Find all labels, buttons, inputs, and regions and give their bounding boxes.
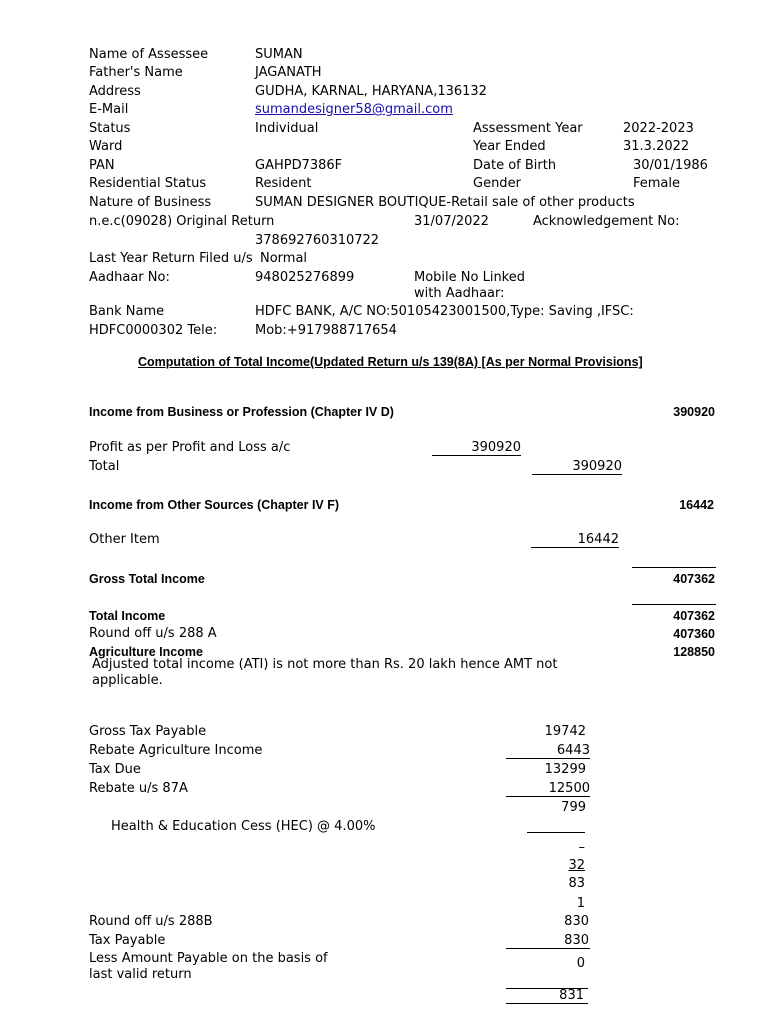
nature-of-business-value: SUMAN DESIGNER BOUTIQUE-Retail sale of other products [255,195,635,210]
subtotal-1: 1 [576,896,585,911]
name-value: SUMAN [255,47,303,62]
email-label: E-Mail [89,102,129,117]
nec-original-return: n.e.c(09028) Original Return [89,214,275,229]
bank-value: HDFC BANK, A/C NO:50105423001500,Type: Saving ,IFSC: [255,304,634,319]
tax-payable-value: 830 [564,933,589,948]
total-label: Total [89,459,120,474]
year-ended-label: Year Ended [473,139,546,154]
tax-due-label: Tax Due [89,762,141,777]
tax-payable-label: Tax Payable [89,933,166,948]
hec-line [527,832,585,833]
gross-tax-value: 19742 [544,724,586,739]
hec-label: Health & Education Cess (HEC) @ 4.00% [111,819,376,834]
amt-note-line2: applicable. [92,673,163,688]
return-date: 31/07/2022 [414,214,489,229]
profit-label: Profit as per Profit and Loss a/c [89,440,291,455]
residential-value: Resident [255,176,312,191]
email-link[interactable]: sumandesigner58@gmail.com [255,102,453,117]
pan-value: GAHPD7386F [255,158,343,173]
aadhaar-value: 948025276899 [255,270,355,285]
father-label: Father's Name [89,65,183,80]
amt-note-line1: Adjusted total income (ATI) is not more than Rs. 20 lakh hence AMT not [92,657,558,672]
name-label: Name of Assessee [89,47,209,62]
less-amount-label-line2: last valid return [89,967,192,982]
ti-overline [632,604,716,605]
last-year-value: Normal [260,251,308,266]
round-off-288b-value: 830 [564,914,589,929]
nature-of-business-label: Nature of Business [89,195,212,210]
less-amount-label-line1: Less Amount Payable on the basis of [89,951,328,966]
rebate-87a-value: 12500 [548,781,590,796]
final-value: 831 [559,988,584,1003]
dob-label: Date of Birth [473,158,557,173]
other-item-value: 16442 [577,532,619,547]
profit-value: 390920 [471,440,521,455]
rebate-agri-value: 6443 [556,743,590,758]
bank-label: Bank Name [89,304,165,319]
other-item-label: Other Item [89,532,160,547]
residential-label: Residential Status [89,176,207,191]
pan-label: PAN [89,158,115,173]
round-off-288a-value: 407360 [673,627,715,641]
status-value: Individual [255,121,319,136]
gender-value: Female [633,176,681,191]
total-income-value: 407362 [673,609,715,623]
ifsc-tele: HDFC0000302 Tele: [89,323,218,338]
gross-tax-label: Gross Tax Payable [89,724,207,739]
round-off-288a-label: Round off u/s 288 A [89,626,217,641]
gti-label: Gross Total Income [89,572,205,586]
gti-value: 407362 [673,572,715,586]
mobile-label-line2: with Aadhaar: [414,286,505,301]
mobile-label-line1: Mobile No Linked [414,270,525,285]
ack-label: Acknowledgement No: [533,214,680,229]
tax-due-value: 13299 [544,762,586,777]
rebate-87a-label: Rebate u/s 87A [89,781,188,796]
hec-value: 32 [568,858,585,873]
assessment-year-label: Assessment Year [473,121,583,136]
rebate-agri-label: Rebate Agriculture Income [89,743,263,758]
gti-overline [632,567,716,568]
round-off-288b-label: Round off u/s 288B [89,914,213,929]
address-value: GUDHA, KARNAL, HARYANA,136132 [255,84,487,99]
total-income-label: Total Income [89,609,166,623]
mobile-value: Mob:+917988717654 [255,323,397,338]
ack-value: 378692760310722 [255,233,380,248]
father-value: JAGANATH [255,65,322,80]
aadhaar-label: Aadhaar No: [89,270,170,285]
agriculture-income-label: Agriculture Income [89,645,203,659]
year-ended-value: 31.3.2022 [623,139,690,154]
ward-label: Ward [89,139,123,154]
subtotal-83: 83 [568,876,585,891]
status-label: Status [89,121,131,136]
last-year-label: Last Year Return Filed u/s [89,251,253,266]
less-amount-value: 0 [576,956,585,971]
assessment-year-value: 2022-2023 [623,121,694,136]
address-label: Address [89,84,141,99]
other-sources-heading: Income from Other Sources (Chapter IV F) [89,498,340,512]
hec-dash: – [578,840,585,855]
after-rebate-value: 799 [561,800,586,815]
dob-value: 30/01/1986 [633,158,708,173]
computation-title: Computation of Total Income(Updated Return u/s 139(8A) [As per Normal Provisions] [138,355,643,369]
gender-label: Gender [473,176,521,191]
business-total: 390920 [673,405,715,419]
total-value: 390920 [572,459,622,474]
other-sources-total: 16442 [679,498,714,512]
agriculture-income-value: 128850 [673,645,715,659]
business-heading: Income from Business or Profession (Chapter IV D) [89,405,394,419]
